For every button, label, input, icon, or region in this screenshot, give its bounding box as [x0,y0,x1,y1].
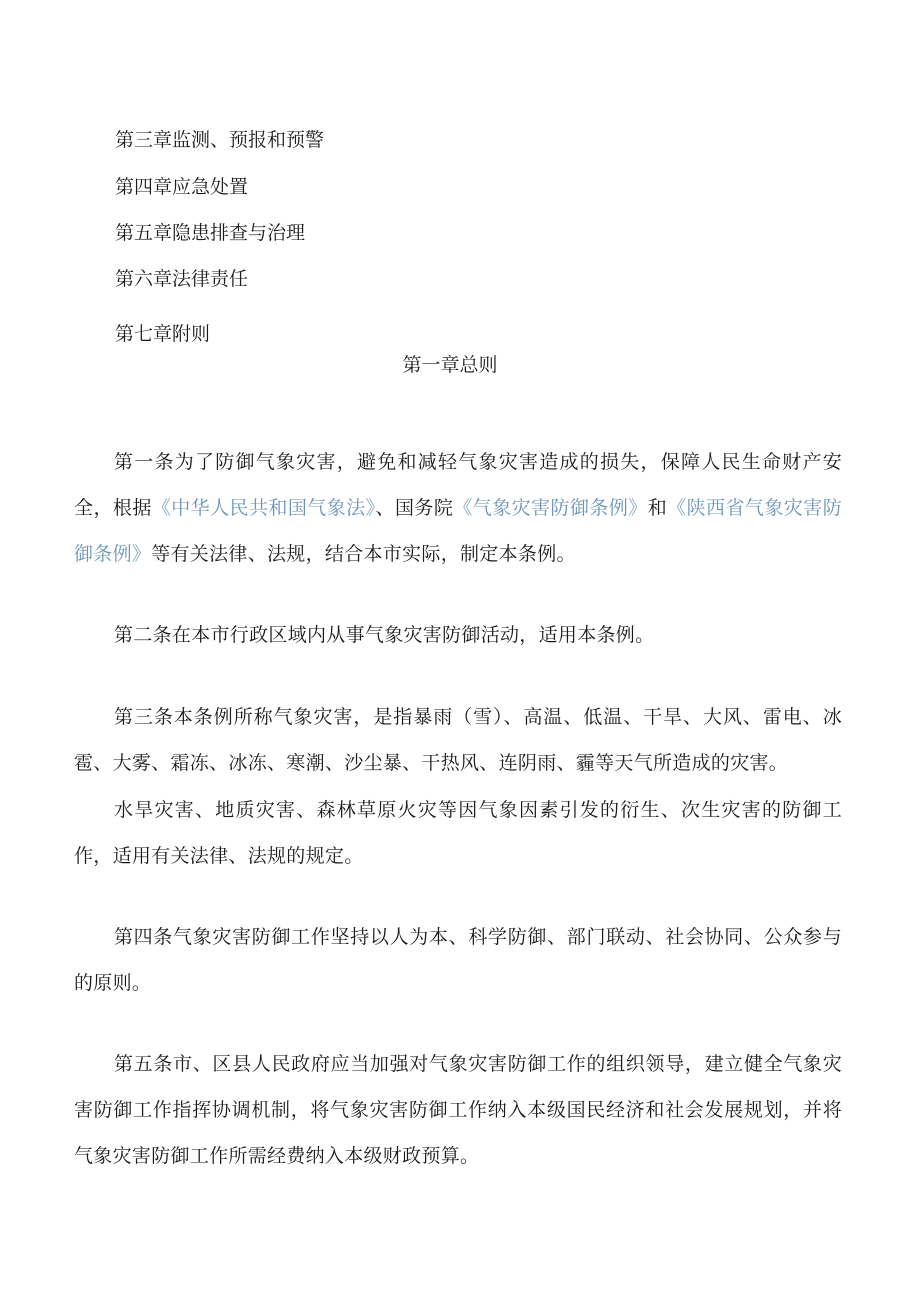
toc-chapter-3: 第三章监测、预报和预警 [115,129,325,151]
article-1-text-1: 第一条为了防御气象灾害，避免和减轻气象灾害造成的损失，保障人民生命财产安全，根据 [74,451,842,519]
article-3-paragraph-2: 水旱灾害、地质灾害、森林草原火灾等因气象因素引发的衍生、次生灾害的防御工作，适用有关法律、法规的规定。 [74,799,842,867]
toc-chapter-6: 第六章法律责任 [115,268,249,290]
article-4: 第四条气象灾害防御工作坚持以人为本、科学防御、部门联动、社会协同、公众参与的原则。 [74,926,842,994]
article-1-text-4: 等有关法律、法规，结合本市实际，制定本条例。 [151,543,576,565]
article-1-text-2: 、国务院 [375,497,454,519]
article-3-paragraph-1: 第三条本条例所称气象灾害，是指暴雨（雪）、高温、低温、干旱、大风、雷电、冰雹、大雾、霜冻、冰冻、寒潮、沙尘暴、干热风、连阴雨、霾等天气所造成的灾害。 [74,706,842,774]
link-disaster-regulation[interactable]: 《气象灾害防御条例》 [453,497,648,519]
link-meteorology-law[interactable]: 《中华人民共和国气象法》 [151,497,376,519]
toc-chapter-4: 第四章应急处置 [115,176,249,198]
article-1 [74,439,842,577]
article-5: 第五条市、区县人民政府应当加强对气象灾害防御工作的组织领导，建立健全气象灾害防御工作指挥协调机制，将气象灾害防御工作纳入本级国民经济和社会发展规划，并将气象灾害防御工作所需经费纳入本级财政预算。 [74,1053,842,1167]
toc-chapter-5: 第五章隐患排查与治理 [115,222,306,244]
article-2: 第二条在本市行政区域内从事气象灾害防御活动，适用本条例。 [114,624,655,646]
chapter-title: 第一章总则 [402,354,498,376]
link-shaanxi-regulation[interactable]: 《陕西省气象灾害防御条例》 [74,497,842,565]
article-1-text-3: 和 [647,497,668,519]
toc-chapter-7: 第七章附则 [115,323,211,345]
